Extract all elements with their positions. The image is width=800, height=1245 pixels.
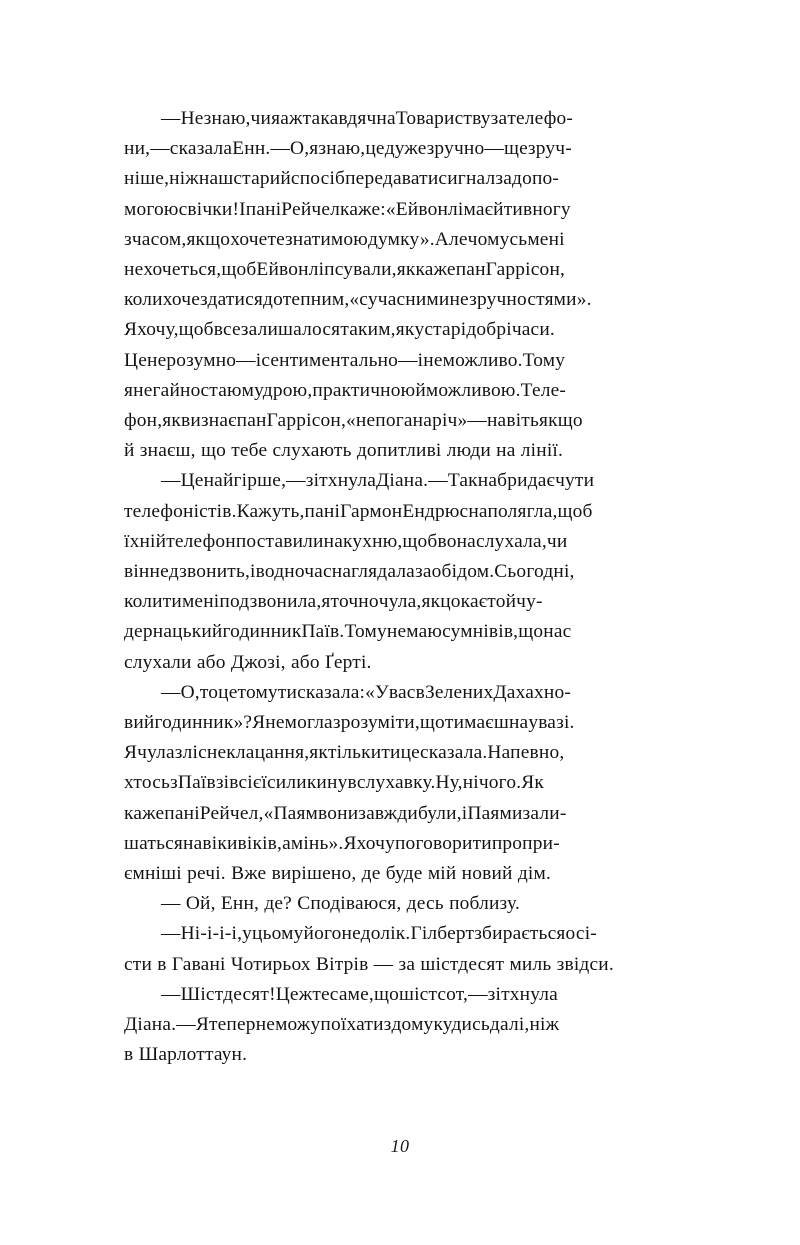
text-line: хтосьзПаївзівсієїсиликинувслухавку.Ну,нічого.Як xyxy=(124,772,545,794)
text-line: Яхочу,щобвсезалишалосятаким,якустарідобрічаси. xyxy=(124,319,555,341)
page-number: 10 xyxy=(390,1136,410,1156)
text-line: —О,тоцетомутисказала:«УвасвЗеленихДахахно- xyxy=(161,681,572,703)
text-line: —Ценайгірше,—зітхнулаДіана.—Такнабридаєчути xyxy=(161,470,595,492)
text-line: Ценерозумно—ісентиментально—інеможливо.Тому xyxy=(124,349,566,371)
text-line: фон,яквизнаєпанГаррісон,«непоганаріч»—навітьякщо xyxy=(124,410,583,432)
paragraph-1 xyxy=(124,104,700,466)
text-line: колихочездатисядотепним,«сучасниминезручностями». xyxy=(124,289,592,311)
text-line: янегайностаюмудрою,практичноюйможливою.Теле- xyxy=(124,379,567,401)
text-line: ємніші речі. Вже вирішено, де буде мій новий дім. xyxy=(124,863,552,885)
paragraph-3 xyxy=(124,678,700,889)
text-line: сти в Гавані Чотирьох Вітрів — за шістдесят миль звідси. xyxy=(124,953,614,975)
text-line: —Незнаю,чияажтакавдячнаТовариствузателефо- xyxy=(161,108,574,129)
text-line: ніше,ніжнашстарийспосібпередаватисигналзадопо- xyxy=(124,168,560,190)
text-line: й знаєш, що тебе слухають допитливі люди на лінії. xyxy=(124,440,564,462)
text-line: в Шарлоттаун. xyxy=(124,1044,248,1066)
text-line: колитименіподзвонила,яточночула,якцокаєтойчу- xyxy=(124,591,543,613)
text-line: віннедзвонить,іводночаснаглядалазаобідом.Сьогодні, xyxy=(124,561,575,583)
text-line: їхнійтелефонпоставилинакухню,щобвонаслухала,чи xyxy=(124,530,568,552)
text-line: —Шістдесят!Цежтесаме,щошістсот,—зітхнула xyxy=(161,983,558,1005)
text-line: Ячулазліснеклацання,яктількитицесказала.Напевно, xyxy=(124,742,565,764)
text-line: дернацькийгодинникПаїв.Томунемаюсумнівів,щонас xyxy=(124,621,572,643)
text-line: ни,—сказалаЕнн.—О,язнаю,цедужезручно—щезруч- xyxy=(124,138,572,160)
text-line: слухали або Джозі, або Ґерті. xyxy=(124,651,372,673)
text-line: телефоністів.Кажуть,паніГармонЕндрюснаполягла,щоб xyxy=(124,500,593,522)
paragraph-4 xyxy=(124,889,700,919)
text-line: —Ні-і-і-і,уцьомуйогонедолік.Гілбертзбираєтьсяосі- xyxy=(161,923,597,945)
text-line: шатьсянавікивіків,амінь».Яхочупоговоритипропри- xyxy=(124,832,560,854)
paragraph-2 xyxy=(124,466,700,677)
text-line: — Ой, Енн, де? Сподіваюся, десь поблизу. xyxy=(161,893,520,915)
text-line: Діана.—Ятепернеможупоїхатиздомукудисьдалі,ніж xyxy=(124,1014,560,1036)
text-line: нехочеться,щобЕйвонліпсували,яккажепанГаррісон, xyxy=(124,259,566,281)
page-text-block xyxy=(124,104,700,1071)
text-line: вийгодинник»?Янемоглазрозуміти,щотимаєшнаувазі. xyxy=(124,712,575,734)
paragraph-5 xyxy=(124,919,700,979)
text-line: кажепаніРейчел,«Паямвонизавждибули,іПаямизали- xyxy=(124,802,567,824)
text-line: могоюсвічки!ІпаніРейчелкаже:«Ейвонлімаєйтивногу xyxy=(124,198,571,220)
text-line: зчасом,якщохочетезнатимоюдумку».Алечомусьмені xyxy=(124,228,565,250)
paragraph-6 xyxy=(124,980,700,1071)
